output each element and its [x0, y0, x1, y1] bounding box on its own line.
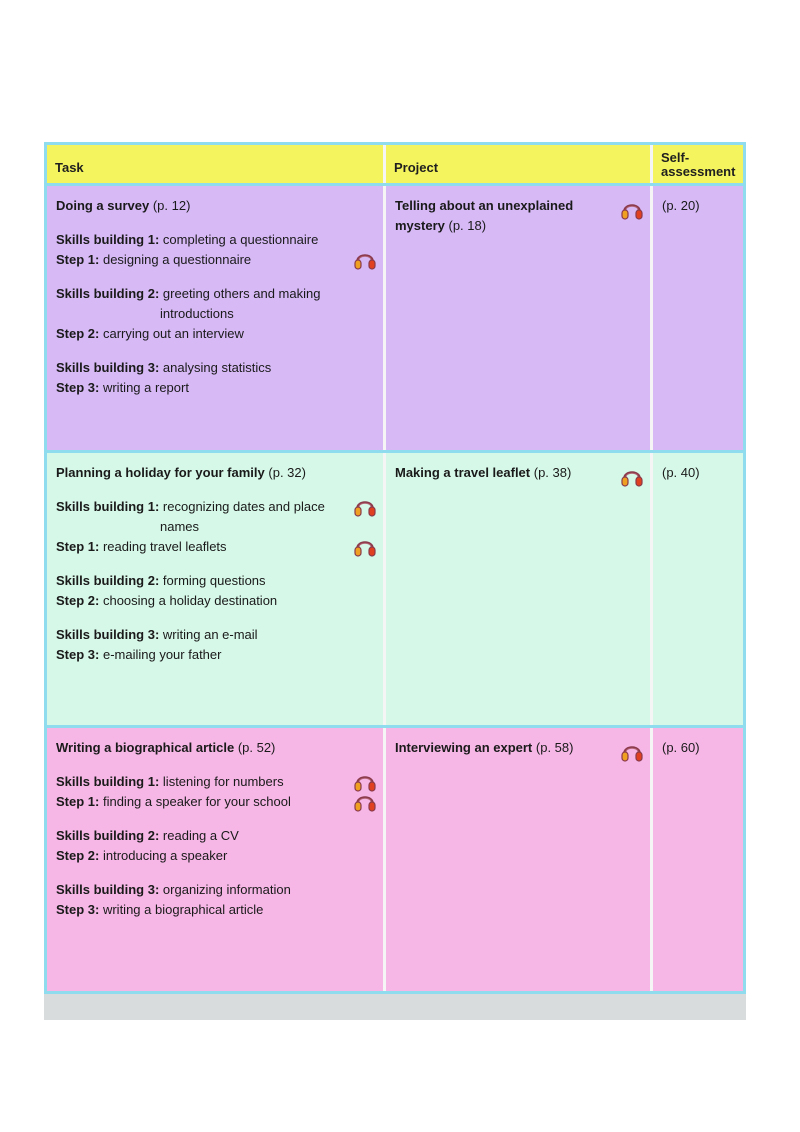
headphones-icon	[620, 740, 644, 764]
step-text-continued: names	[160, 519, 200, 534]
self-assessment-cell	[653, 728, 743, 991]
step-text: analysing statistics	[162, 360, 272, 375]
headphones-icon	[353, 495, 377, 519]
step-text-continued: introductions	[160, 306, 234, 321]
task-step	[56, 571, 375, 591]
headphones-icon	[620, 198, 644, 222]
step-label: Step 3:	[56, 647, 100, 662]
task-title	[56, 463, 375, 483]
step-label: Skills building 3:	[56, 882, 160, 897]
task-title	[56, 738, 375, 758]
step-text: writing an e-mail	[162, 627, 258, 642]
header-self-assessment	[653, 145, 743, 183]
skills-group	[56, 625, 375, 665]
task-step	[56, 645, 375, 665]
project-title: Telling about an unexplained mystery	[395, 198, 574, 233]
step-label: Skills building 3:	[56, 360, 160, 375]
step-label: Skills building 1:	[56, 499, 160, 514]
header-project	[386, 145, 650, 183]
task-title	[56, 196, 375, 216]
self-assessment-cell	[653, 453, 743, 725]
step-text: listening for numbers	[162, 774, 284, 789]
step-text: e-mailing your father	[102, 647, 222, 662]
task-step	[56, 625, 375, 645]
task-step	[56, 826, 375, 846]
step-text: recognizing dates and place	[162, 499, 325, 514]
skills-group	[56, 826, 375, 866]
step-label: Step 2:	[56, 593, 100, 608]
self-assessment-page-ref: (p. 60)	[662, 740, 700, 755]
step-label: Skills building 2:	[56, 286, 160, 301]
step-label: Step 1:	[56, 252, 100, 267]
task-step	[56, 497, 375, 537]
step-label: Skills building 3:	[56, 627, 160, 642]
headphones-icon	[353, 535, 377, 559]
header-self-assessment-label: Self- assessment	[661, 150, 736, 179]
project-cell	[386, 728, 650, 991]
task-step	[56, 230, 375, 250]
skills-group	[56, 772, 375, 812]
task-step	[56, 772, 375, 792]
task-step	[56, 358, 375, 378]
self-assessment-cell	[653, 186, 743, 450]
skills-group	[56, 571, 375, 611]
step-label: Step 2:	[56, 326, 100, 341]
task-step	[56, 324, 375, 344]
task-page-ref: (p. 52)	[237, 740, 276, 755]
step-label: Step 3:	[56, 902, 100, 917]
step-text: designing a questionnaire	[102, 252, 252, 267]
step-text: writing a biographical article	[102, 902, 264, 917]
step-text: introducing a speaker	[102, 848, 228, 863]
header-project-label: Project	[394, 160, 439, 175]
task-cell	[47, 728, 383, 991]
task-page-ref: (p. 12)	[152, 198, 191, 213]
project-cell	[386, 453, 650, 725]
skills-group	[56, 358, 375, 398]
step-label: Skills building 2:	[56, 828, 160, 843]
headphones-icon	[353, 790, 377, 814]
headphones-icon	[353, 248, 377, 272]
task-title-text: Planning a holiday for your family	[56, 465, 265, 480]
task-step	[56, 378, 375, 398]
skills-group	[56, 497, 375, 557]
project-title: Interviewing an expert	[395, 740, 533, 755]
task-page-ref: (p. 32)	[268, 465, 306, 480]
step-text: forming questions	[162, 573, 266, 588]
task-step	[56, 792, 375, 812]
step-text: organizing information	[162, 882, 291, 897]
task-title-text: Writing a biographical article	[56, 740, 235, 755]
step-label: Skills building 2:	[56, 573, 160, 588]
task-step	[56, 900, 375, 920]
task-cell	[47, 186, 383, 450]
project-cell	[386, 186, 650, 450]
step-text: greeting others and making	[162, 286, 321, 301]
self-assessment-page-ref: (p. 20)	[662, 198, 700, 213]
skills-group	[56, 230, 375, 270]
project-page-ref: (p. 18)	[448, 218, 487, 233]
task-step	[56, 591, 375, 611]
task-step	[56, 250, 375, 270]
project-page-ref: (p. 58)	[535, 740, 574, 755]
step-label: Step 3:	[56, 380, 100, 395]
header-task	[47, 145, 383, 183]
step-text: finding a speaker for your school	[102, 794, 291, 809]
step-label: Step 2:	[56, 848, 100, 863]
task-cell	[47, 453, 383, 725]
project-title: Making a travel leaflet	[395, 465, 531, 480]
step-text: reading travel leaflets	[102, 539, 227, 554]
step-text: reading a CV	[162, 828, 239, 843]
task-step	[56, 284, 375, 324]
step-text: writing a report	[102, 380, 189, 395]
self-assessment-page-ref: (p. 40)	[662, 465, 700, 480]
step-text: choosing a holiday destination	[102, 593, 278, 608]
task-title-text: Doing a survey	[56, 198, 150, 213]
task-step	[56, 846, 375, 866]
step-text: completing a questionnaire	[162, 232, 319, 247]
header-task-label: Task	[55, 160, 84, 175]
task-step	[56, 537, 375, 557]
step-label: Skills building 1:	[56, 774, 160, 789]
skills-group	[56, 880, 375, 920]
step-label: Skills building 1:	[56, 232, 160, 247]
task-step	[56, 880, 375, 900]
step-text: carrying out an interview	[102, 326, 244, 341]
project-page-ref: (p. 38)	[533, 465, 572, 480]
headphones-icon	[620, 465, 644, 489]
bottom-band	[44, 994, 746, 1020]
step-label: Step 1:	[56, 794, 100, 809]
skills-group	[56, 284, 375, 344]
step-label: Step 1:	[56, 539, 100, 554]
